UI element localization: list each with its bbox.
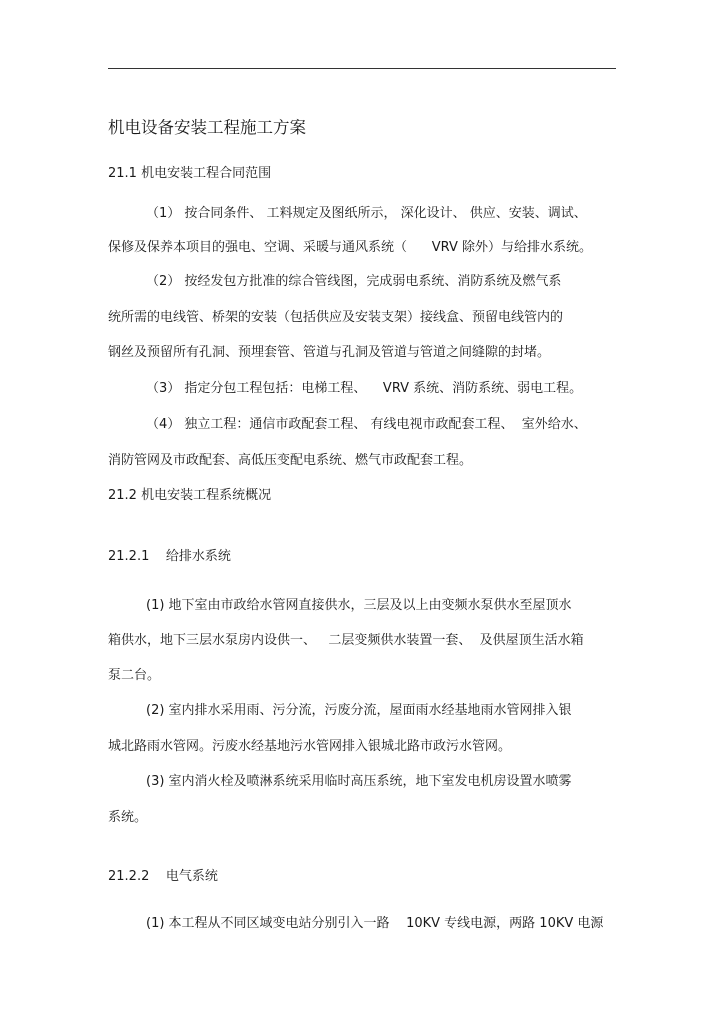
paragraph-line: 城北路雨水管网。污废水经基地污水管网排入银城北路市政污水管网。: [108, 739, 512, 754]
paragraph-line: 泵二台。: [108, 668, 161, 683]
subsection-heading: 21.2.1 给排水系统: [108, 549, 231, 564]
paragraph-line: (2) 室内排水采用雨、污分流，污废分流，屋面雨水经基地雨水管网排入银: [146, 703, 572, 718]
paragraph-line: （4） 独立工程：通信市政配套工程、 有线电视市政配套工程、 室外给水、: [146, 417, 587, 432]
paragraph-line: 钢丝及预留所有孔洞、预埋套管、管道与孔洞及管道与管道之间缝隙的封堵。: [108, 345, 551, 360]
paragraph-line: (1) 地下室由市政给水管网直接供水，三层及以上由变频水泵供水至屋顶水: [146, 598, 572, 613]
paragraph-line: 系统。: [108, 810, 148, 825]
paragraph-line: 统所需的电线管、桥架的安装（包括供应及安装支架）接线盒、预留电线管内的: [108, 310, 564, 325]
paragraph-line: （3） 指定分包工程包括：电梯工程、 VRV 系统、消防系统、弱电工程。: [146, 381, 583, 396]
paragraph-line: （1） 按合同条件、 工料规定及图纸所示， 深化设计、 供应、安装、调试、: [146, 206, 587, 221]
paragraph-line: （2） 按经发包方批准的综合管线图，完成弱电系统、消防系统及燃气系: [146, 274, 562, 289]
paragraph-line: 箱供水，地下三层水泵房内设供一、 二层变频供水装置一套、 及供屋顶生活水箱: [108, 633, 584, 648]
paragraph-line: (1) 本工程从不同区域变电站分别引入一路 10KV 专线电源，两路 10KV 电源: [146, 916, 604, 931]
paragraph-line: 消防管网及市政配套、高低压变配电系统、燃气市政配套工程。: [108, 453, 473, 468]
subsection-heading: 21.2.2 电气系统: [108, 869, 218, 884]
paragraph-line: 保修及保养本项目的强电、空调、采暖与通风系统（ VRV 除外）与给排水系统。: [108, 240, 593, 255]
header-rule: [108, 68, 616, 69]
page-title: 机电设备安装工程施工方案: [108, 118, 306, 137]
section-heading: 21.1 机电安装工程合同范围: [108, 166, 272, 181]
section-heading: 21.2 机电安装工程系统概况: [108, 488, 272, 503]
paragraph-line: (3) 室内消火栓及喷淋系统采用临时高压系统，地下室发电机房设置水喷雾: [146, 774, 572, 789]
